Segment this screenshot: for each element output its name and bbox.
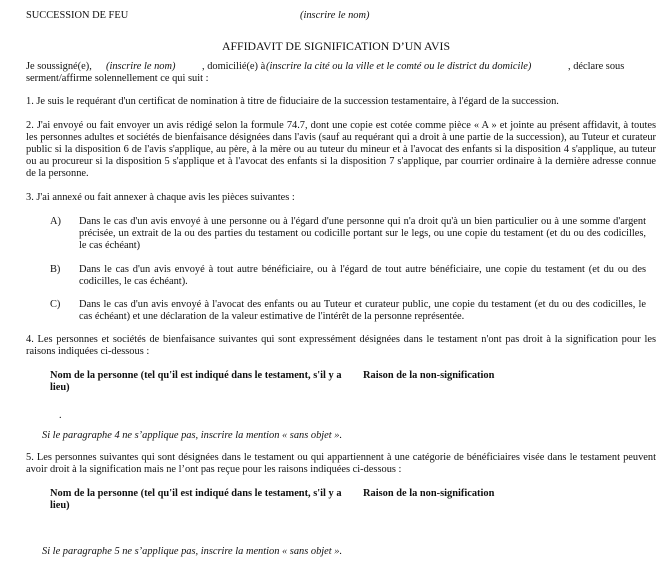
paragraph-3: 3. J'ai annexé ou fait annexer à chaque avis les pièces suivantes : (26, 192, 295, 203)
intro-domiciled: , domicilié(e) à (202, 61, 266, 72)
p5-column-reason: Raison de la non-signification (363, 488, 495, 499)
p4-column-reason: Raison de la non-signification (363, 370, 495, 381)
p4-column-name: Nom de la personne (tel qu'il est indiqué dans le testament, s'il y a lieu) (50, 370, 342, 393)
p4-list-mark: . (59, 410, 62, 421)
item-a-text: Dans le cas d'un avis envoyé à une personne ou à l'égard d'une personne qui n'a droit qu'à un bien particulier ou à une somme d'argent précisée, un extrait de la ou des parties du testament ou codicille portant sur le legs, ou une copie du testament (et du ou des codicilles, le cas échéant) (79, 216, 646, 251)
intro-sworn: Je soussigné(e), (26, 61, 92, 72)
estate-name-hint: (inscrire le nom) (300, 10, 370, 21)
p5-note: Si le paragraphe 5 ne s’applique pas, inscrire la mention « sans objet ». (42, 546, 343, 557)
paragraph-4: 4. Les personnes et sociétés de bienfaisance suivantes qui sont expressément désignées dans le testament n'ont pas droit à la signification pour les raisons indiquées ci-dessous : (26, 334, 656, 357)
intro-line2: serment/affirme solennellement ce qui suit : (26, 73, 209, 84)
paragraph-5: 5. Les personnes suivantes qui sont désignées dans le testament ou qui appartiennent à une catégorie de bénéficiaires visée dans le testament peuvent avoir droit à la signification mais ne l’ont pas reçue pour les raisons indiquées ci-dessous : (26, 452, 656, 475)
item-a-label: A) (50, 216, 61, 227)
item-b-label: B) (50, 264, 61, 275)
p4-note: Si le paragraphe 4 ne s’applique pas, inscrire la mention « sans objet ». (42, 430, 343, 441)
intro-declares: , déclare sous (568, 61, 625, 72)
p5-column-name: Nom de la personne (tel qu'il est indiqué dans le testament, s'il y a lieu) (50, 488, 342, 511)
document-title: AFFIDAVIT DE SIGNIFICATION D’UN AVIS (221, 39, 451, 53)
estate-header: SUCCESSION DE FEU (26, 10, 129, 21)
intro-name-hint: (inscrire le nom) (106, 61, 176, 72)
paragraph-1: 1. Je suis le requérant d'un certificat de nomination à titre de fiduciaire de la succession testamentaire, à l'égard de la succession. (26, 96, 559, 107)
item-b-text: Dans le cas d'un avis envoyé à tout autre bénéficiaire, ou à l'égard de tout autre bénéficiaire, une copie du testament (et du ou des codicilles, le cas échéant). (79, 264, 646, 287)
intro-domicile-hint: (inscrire la cité ou la ville et le comté ou le district du domicile) (266, 61, 532, 72)
paragraph-2: 2. J'ai envoyé ou fait envoyer un avis rédigé selon la formule 74.7, dont une copie est cotée comme pièce « A » et jointe au présent affidavit, à toutes les personnes adultes et sociétés de bienfaisance désignées dans l'avis (sauf au requérant qui a droit à une partie de la succession), au Tuteur et curateur public si la disposition 6 de l'avis s'applique, au père, à la mère ou au tuteur du mineur et à l'avocat des enfants si la disposition 4 s'applique, au tuteur ou au procureur si la disposition 5 s'applique et à l'avocat des enfants si la disposition 7 s'applique, par courrier ordinaire à la dernière adresse connue de la personne. (26, 120, 656, 179)
item-c-label: C) (50, 299, 61, 310)
item-c-text: Dans le cas d'un avis envoyé à l'avocat des enfants ou au Tuteur et curateur public, une copie du testament (et du ou des codicilles, le cas échéant) et une déclaration de la valeur estimative de l'intérêt de la personne représentée. (79, 299, 646, 322)
